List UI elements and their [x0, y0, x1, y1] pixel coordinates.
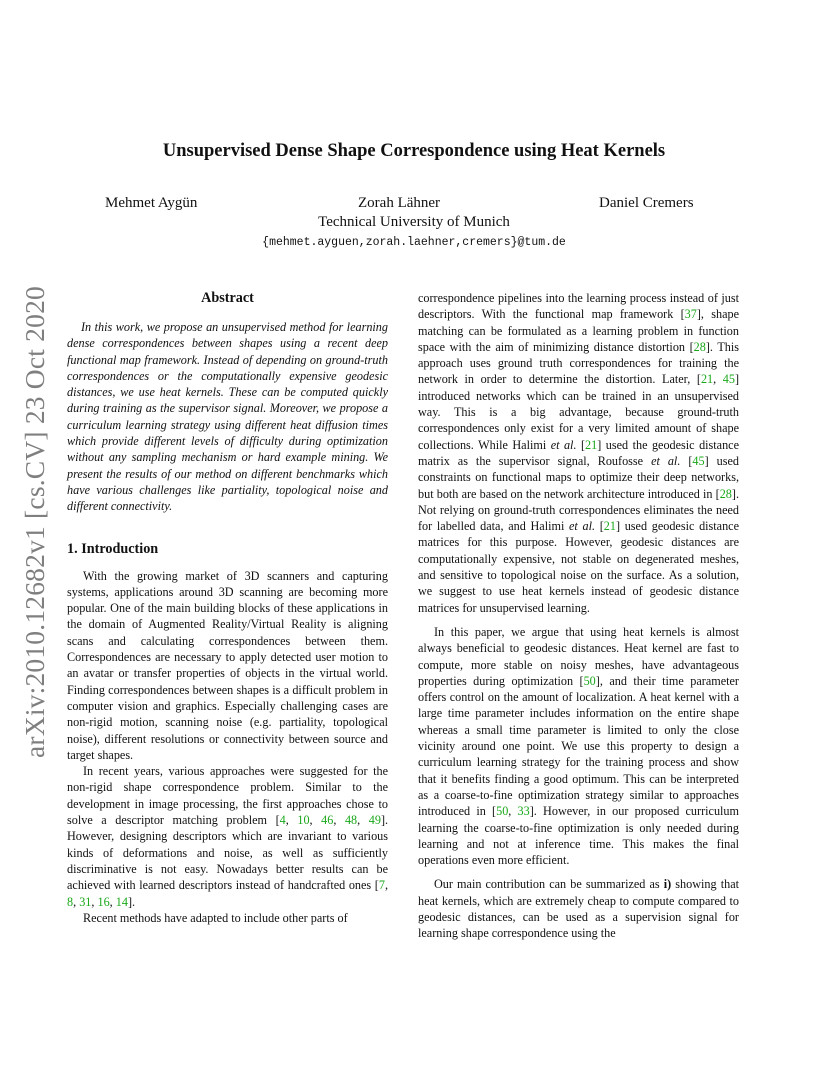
et-al: et al.: [569, 519, 596, 534]
citation-link[interactable]: 50: [496, 804, 509, 819]
text-run: Our main contribution can be summarized as: [434, 877, 664, 892]
citation-link[interactable]: 10: [297, 813, 310, 828]
text-run: [: [576, 437, 586, 452]
left-column: [67, 290, 388, 926]
text-run: showing that heat kernels, which are extremely cheap to compute compared to geodesic distances, can be used as a supervision signal for learning shape correspondence using the: [418, 877, 739, 941]
citation-link[interactable]: 21: [585, 437, 598, 452]
text-run: ,: [357, 813, 369, 828]
text-run: ], and their time parameter offers control on the amount of localization. A heat kernel with a large time parameter includes information on the entire shape whereas a small time parameter is limited to only the close vicinity around one point. We use this property to design a curriculum learning strategy for the training process and show that it benefits finding a good optimum. This can be interpreted as a coarse-to-fine optimization strategy similar to approaches introduced in [: [418, 673, 739, 819]
right-paragraph-2: [418, 624, 739, 868]
affiliation: Technical University of Munich: [318, 214, 510, 230]
text-run: ,: [713, 372, 723, 387]
text-run: ] used the geodesic distance matrix as the supervisor signal, Roufosse: [418, 437, 740, 468]
intro-paragraph-1: With the growing market of 3D scanners and capturing systems, applications around 3D scanning are becoming more popular. One of the main building blocks of these applications in the domain of Augmented Reality/Virtual Reality is aligning scans and calculating correspondences between them. Correspondences are necessary to apply detected user motion to an avatar or transfer properties of objects in the virtual world. Finding correspondences between shapes is a difficult problem in computer vision and graphics. Especially challenging cases are non-rigid motion, scanning noise (e.g. partiality, topological noise), different resolutions or connectivity between source and target shapes.: [67, 568, 388, 762]
author-emails: {mehmet.ayguen,zorah.laehner,cremers}@tum.de: [262, 236, 566, 249]
arxiv-stamp-text: arXiv:2010.12682v1 [cs.CV] 23 Oct 2020: [19, 286, 50, 758]
et-al: et al.: [550, 437, 577, 452]
text-run: ,: [109, 894, 116, 909]
text-run: correspondence pipelines into the learning process instead of just descriptors. With the functional map framework [: [418, 291, 739, 322]
intro-paragraph-2: [67, 763, 388, 910]
text-run: ,: [508, 804, 518, 819]
text-run: ,: [91, 894, 98, 909]
citation-link[interactable]: 28: [719, 486, 732, 501]
text-run: In this paper, we argue that using heat kernels is almost always beneficial to geodesic distances. Heat kernel are fast to compute, more stable on noisy meshes, have advantageous properties during optimization [: [418, 624, 739, 688]
citation-link[interactable]: 50: [583, 673, 596, 688]
text-run: ,: [384, 878, 388, 893]
author-1: Mehmet Aygün: [105, 195, 198, 211]
text-run: ,: [333, 813, 345, 828]
citation-link[interactable]: 14: [115, 894, 128, 909]
enumeration-marker: i): [663, 877, 672, 892]
intro-heading: 1. Introduction: [67, 540, 159, 557]
citation-link[interactable]: 16: [97, 894, 110, 909]
text-run: ]. However, in our proposed curriculum learning the coarse-to-fine optimization is only needed during learning and not at inference time. This makes the final operations even more efficient.: [418, 804, 739, 868]
text-run: [: [595, 519, 604, 534]
citation-link[interactable]: 49: [368, 813, 381, 828]
right-paragraph-3: [418, 876, 739, 941]
citation-link[interactable]: 48: [344, 813, 358, 828]
paper-title: Unsupervised Dense Shape Correspondence using Heat Kernels: [162, 141, 666, 161]
text-run: In recent years, various approaches were suggested for the non-rigid shape correspondence problem. Similar to the development in image processing, the first approaches chose to solve a descriptor matching problem [: [67, 764, 388, 828]
author-2: Zorah Lähner: [358, 195, 441, 211]
right-paragraph-1: [418, 290, 739, 616]
citation-link[interactable]: 45: [692, 453, 705, 468]
text-run: ], shape matching can be formulated as a learning problem in function space with the aim of minimizing distance distortion [: [418, 307, 739, 354]
text-run: ,: [309, 813, 322, 828]
text-run: ].: [127, 894, 136, 909]
arxiv-stamp: [20, 285, 50, 760]
et-al: et al.: [651, 453, 681, 468]
author-3: Daniel Cremers: [599, 195, 694, 211]
text-run: ] used geodesic distance matrices for this purpose. However, geodesic distances are computationally expensive, not stable on degenerated meshes, and sensitive to topological noise on the surface. As a solution, we suggest to use heat kernels instead of geodesic distance matrices for unsupervised learning.: [418, 519, 739, 615]
text-run: ,: [285, 813, 298, 828]
text-run: ,: [73, 894, 80, 909]
abstract-text: In this work, we propose an unsupervised method for learning dense correspondences between shapes using a recent deep functional map framework. Instead of depending on ground-truth correspondences or the computationally expensive geodesic distances, we use heat kernels. These can be computed quickly during training as the supervisor signal. Moreover, we propose a curriculum learning strategy using different heat diffusion times which provide different levels of difficulty during optimization without any sampling mechanism or hard example mining. We present the results of our method on different benchmarks which have various challenges like partiality, topological noise and different connectivity.: [67, 320, 388, 514]
text-run: ]. Not relying on ground-truth correspondences eliminates the need for labelled data, and Halimi: [418, 486, 739, 534]
intro-paragraph-3: Recent methods have adapted to include other parts of: [83, 910, 348, 925]
citation-link[interactable]: 7: [378, 878, 385, 893]
text-run: ] introduced networks which can be trained in an unsupervised way. This is a big advantage, because ground-truth correspondences only exist for a very limited amount of shape collections. While Halimi: [418, 372, 739, 452]
citation-link[interactable]: 8: [67, 894, 74, 909]
text-run: ] used constraints on functional maps to optimize their deep networks, but both are based on the network architecture introduced in [: [418, 453, 739, 501]
right-column: [418, 290, 739, 942]
citation-link[interactable]: 45: [722, 372, 735, 387]
citation-link[interactable]: 28: [693, 339, 706, 354]
citation-link[interactable]: 21: [603, 519, 616, 534]
citation-link[interactable]: 21: [700, 372, 714, 387]
text-run: ]. However, designing descriptors which are invariant to various kinds of deformations and noise, as well as sufficiently discriminative is not easy. Nowadays better results can be achieved with learned descriptors instead of handcrafted ones [: [67, 813, 389, 893]
text-run: ]. This approach uses ground truth correspondences for training the network in order to determine the distortion. Later, [: [418, 339, 739, 387]
abstract-heading: Abstract: [201, 290, 254, 306]
citation-link[interactable]: 31: [79, 894, 92, 909]
text-run: [: [680, 453, 693, 468]
citation-link[interactable]: 46: [321, 813, 334, 828]
citation-link[interactable]: 37: [684, 307, 697, 322]
citation-link[interactable]: 4: [279, 813, 286, 828]
citation-link[interactable]: 33: [517, 804, 530, 819]
